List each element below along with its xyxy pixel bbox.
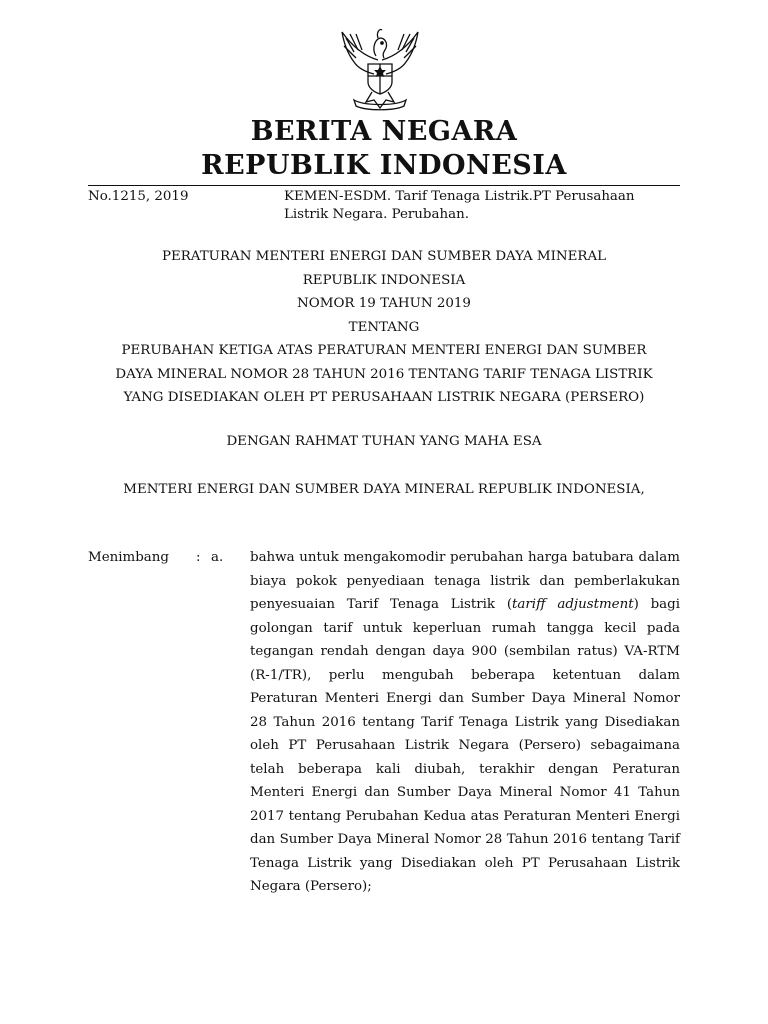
regulation-line-5: PERUBAHAN KETIGA ATAS PERATURAN MENTERI ENERGI DAN SUMBER: [121, 343, 647, 358]
regulation-line-4: TENTANG: [348, 319, 420, 335]
subject-line-1: KEMEN-ESDM. Tarif Tenaga Listrik.PT Perusahaan: [284, 189, 635, 204]
gazette-subtitle: REPUBLIK INDONESIA: [201, 150, 567, 181]
regulation-line-7: YANG DISEDIAKAN OLEH PT PERUSAHAAN LISTRIK NEGARA (PERSERO): [123, 390, 645, 405]
preamble-rahmat: DENGAN RAHMAT TUHAN YANG MAHA ESA: [226, 434, 542, 449]
paragraph-text-2: ) bagi golongan tarif untuk keperluan rumah tangga kecil pada tegangan rendah dengan daya 900 (sembilan ratus) VA-RTM (R-1/TR), perlu mengubah beberapa ketentuan dalam Peraturan Menteri Energi dan Sumber Daya Mineral Nomor 28 Tahun 2016 tentang Tarif Tenaga Listrik yang Disediakan oleh PT Perusahaan Listrik Negara (Persero) sebagaimana telah beberapa kali diubah, terakhir dengan Peraturan Menteri Energi dan Sumber Daya Mineral Nomor 41 Tahun 2017 tentang Perubahan Kedua atas Peraturan Menteri Energi dan Sumber Daya Mineral Nomor 28 Tahun 2016 tentang Tarif Tenaga Listrik yang Disediakan oleh PT Perusahaan Listrik Negara (Persero);: [250, 597, 680, 894]
paragraph-italic-term: tariff adjustment: [512, 597, 634, 612]
regulation-line-1: PERATURAN MENTERI ENERGI DAN SUMBER DAYA MINERAL: [161, 249, 607, 264]
regulation-title: [88, 245, 680, 410]
regulation-line-6: DAYA MINERAL NOMOR 28 TAHUN 2016 TENTANG TARIF TENAGA LISTRIK: [115, 366, 653, 382]
subject-line-2: Listrik Negara. Perubahan.: [284, 207, 469, 222]
gazette-title: BERITA NEGARA: [250, 116, 518, 147]
menimbang-paragraph: [250, 546, 680, 899]
gazette-number: No.1215, 2019: [88, 189, 189, 204]
gazette-subject: [284, 188, 680, 224]
menimbang-label: Menimbang: [88, 550, 169, 565]
masthead-divider: [88, 185, 680, 186]
preamble-menteri: MENTERI ENERGI DAN SUMBER DAYA MINERAL REPUBLIK INDONESIA,: [123, 482, 645, 497]
paragraph-text-1: bahwa untuk mengakomodir perubahan harga batubara dalam biaya pokok penyediaan tenaga listrik dan pemberlakukan penyesuaian Tarif Tenaga Listrik (: [250, 550, 680, 612]
garuda-pancasila-emblem-icon: [334, 26, 426, 114]
regulation-line-3: NOMOR 19 TAHUN 2019: [297, 296, 471, 311]
menimbang-colon: :: [196, 550, 201, 565]
regulation-line-2: REPUBLIK INDONESIA: [302, 272, 466, 288]
menimbang-point-letter: a.: [211, 550, 224, 565]
